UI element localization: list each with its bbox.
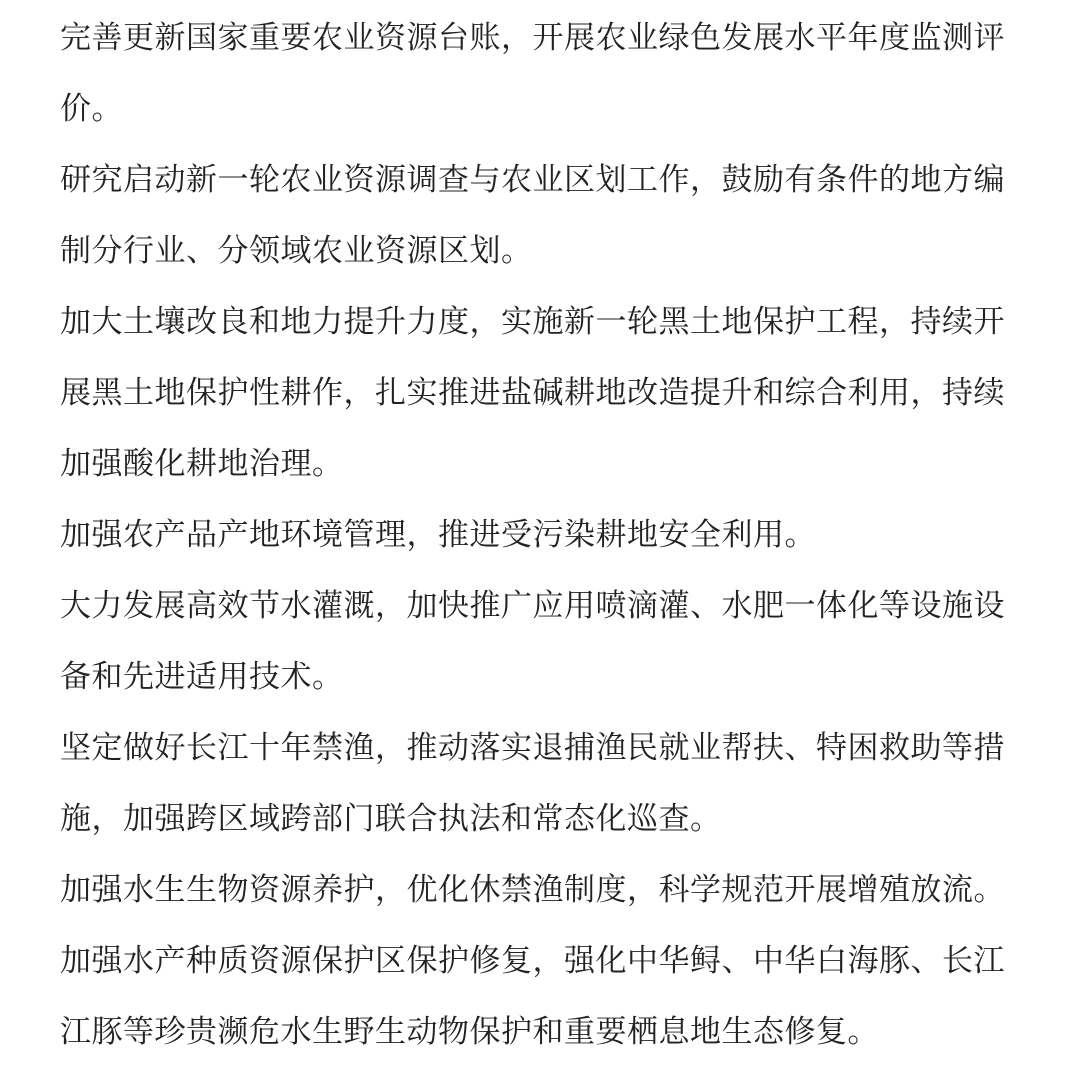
text-line: 备和先进适用技术。 — [60, 659, 344, 695]
text-line: 加强水生生物资源养护，优化休禁渔制度，科学规范开展增殖放流。 — [60, 872, 1005, 908]
text-line: 大力发展高效节水灌溉，加快推广应用喷滴灌、水肥一体化等设施设 — [60, 588, 1005, 624]
text-line: 研究启动新一轮农业资源调查与农业区划工作，鼓励有条件的地方编 — [60, 162, 1005, 198]
text-line: 加强农产品产地环境管理，推进受污染耕地安全利用。 — [60, 517, 816, 553]
text-line: 江豚等珍贵濒危水生野生动物保护和重要栖息地生态修复。 — [60, 1014, 879, 1050]
text-line: 加强酸化耕地治理。 — [60, 446, 344, 482]
text-line: 坚定做好长江十年禁渔，推动落实退捕渔民就业帮扶、特困救助等措 — [60, 730, 1005, 766]
text-line: 展黑土地保护性耕作，扎实推进盐碱耕地改造提升和综合利用，持续 — [60, 375, 1005, 411]
text-line: 加强水产种质资源保护区保护修复，强化中华鲟、中华白海豚、长江 — [60, 943, 1005, 979]
text-line: 价。 — [60, 91, 123, 127]
text-line: 施，加强跨区域跨部门联合执法和常态化巡查。 — [60, 801, 722, 837]
text-line: 完善更新国家重要农业资源台账，开展农业绿色发展水平年度监测评 — [60, 20, 1005, 56]
text-line: 加大土壤改良和地力提升力度，实施新一轮黑土地保护工程，持续开 — [60, 304, 1005, 340]
text-line: 制分行业、分领域农业资源区划。 — [60, 233, 533, 269]
